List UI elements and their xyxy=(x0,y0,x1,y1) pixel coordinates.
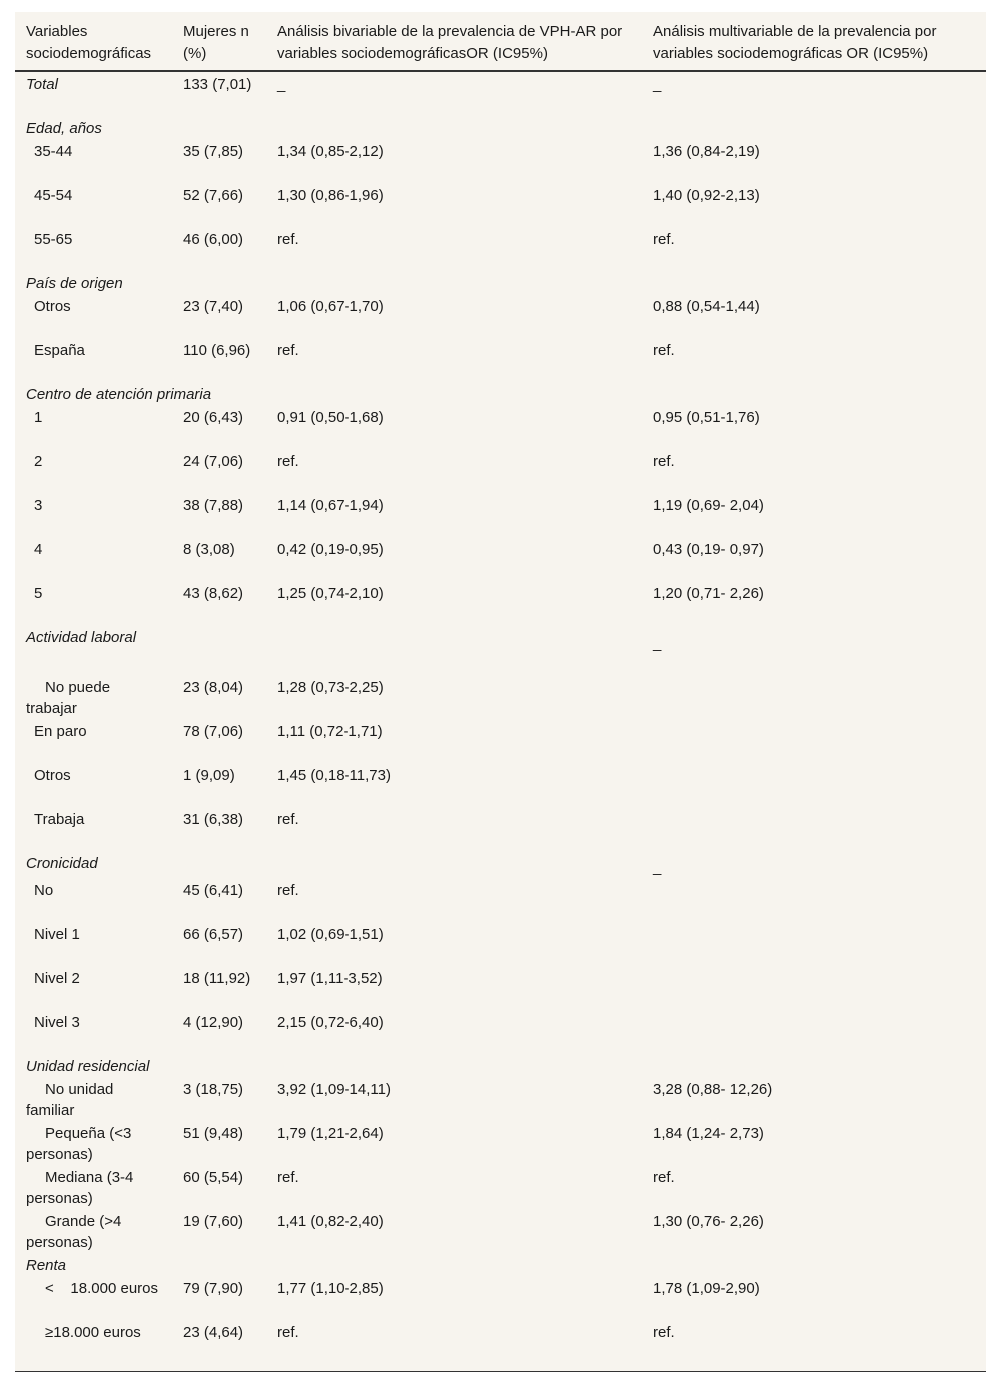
row-multivar: 1,30 (0,76- 2,26) xyxy=(653,1213,764,1230)
row-n: 24 (7,06) xyxy=(183,453,244,470)
row-multivar xyxy=(642,765,986,809)
row-n: 79 (7,90) xyxy=(183,1280,244,1297)
row-multivar: ref. xyxy=(653,342,675,359)
table-row xyxy=(15,1167,986,1211)
row-multivar: _ xyxy=(653,76,662,93)
row-n: 52 (7,66) xyxy=(183,187,244,204)
header-variables: Variables sociodemográficas xyxy=(15,12,172,71)
row-label-text: No unidad familiar xyxy=(26,1081,114,1119)
row-n: 46 (6,00) xyxy=(183,231,244,248)
row-multivar: 1,19 (0,69- 2,04) xyxy=(653,497,764,514)
row-label: No xyxy=(34,882,54,899)
row-n: 4 (12,90) xyxy=(183,1014,244,1031)
row-multivar: 1,40 (0,92-2,13) xyxy=(653,187,760,204)
row-label: Otros xyxy=(34,298,71,315)
row-bivar: ref. xyxy=(277,453,299,470)
row-label: Nivel 2 xyxy=(34,970,80,987)
table-row xyxy=(15,340,986,384)
row-n: 133 (7,01) xyxy=(183,76,252,93)
row-label xyxy=(15,1167,172,1211)
row-label: 1 xyxy=(34,409,43,426)
row-label xyxy=(15,1079,172,1123)
table-row xyxy=(15,880,986,924)
results-table-container xyxy=(15,12,986,1372)
row-bivar: ref. xyxy=(277,1169,299,1186)
row-bivar: 1,06 (0,67-1,70) xyxy=(277,298,384,315)
row-bivar: 0,91 (0,50-1,68) xyxy=(277,409,384,426)
row-label: Nivel 1 xyxy=(34,926,80,943)
row-multivar: 1,36 (0,84-2,19) xyxy=(653,143,760,160)
group-label: Cronicidad xyxy=(26,855,98,872)
table-row xyxy=(15,495,986,539)
row-multivar xyxy=(642,880,986,924)
row-bivar: 1,25 (0,74-2,10) xyxy=(277,585,384,602)
row-bivar: 1,45 (0,18-11,73) xyxy=(277,767,391,784)
group-header-edad xyxy=(15,118,986,141)
group-header-cronicidad xyxy=(15,853,986,880)
header-mujeres: Mujeres n (%) xyxy=(172,12,266,71)
row-multivar: ref. xyxy=(653,453,675,470)
table-row xyxy=(15,1079,986,1123)
row-label-text: < 18.000 euros xyxy=(45,1280,158,1297)
row-bivar: 0,42 (0,19-0,95) xyxy=(277,541,384,558)
row-bivar: 1,28 (0,73-2,25) xyxy=(277,679,384,696)
row-bivar: 1,11 (0,72-1,71) xyxy=(277,723,383,740)
row-label xyxy=(15,1211,172,1255)
row-n: 110 (6,96) xyxy=(183,342,251,359)
prevalence-table xyxy=(15,12,986,1366)
row-bivar: ref. xyxy=(277,882,299,899)
row-n: 20 (6,43) xyxy=(183,409,244,426)
table-bottom-rule xyxy=(15,1371,986,1372)
table-row xyxy=(15,407,986,451)
row-n: 60 (5,54) xyxy=(183,1169,244,1186)
table-row xyxy=(15,229,986,273)
row-n: 43 (8,62) xyxy=(183,585,244,602)
row-label: Trabaja xyxy=(34,811,85,828)
table-row xyxy=(15,1278,986,1322)
table-row xyxy=(15,1123,986,1167)
row-bivar: 1,02 (0,69-1,51) xyxy=(277,926,384,943)
table-row xyxy=(15,539,986,583)
row-bivar: 3,92 (1,09-14,11) xyxy=(277,1081,391,1098)
row-label xyxy=(15,1278,172,1322)
row-n: 38 (7,88) xyxy=(183,497,244,514)
row-n: 3 (18,75) xyxy=(183,1081,244,1098)
row-n: 8 (3,08) xyxy=(183,541,235,558)
table-row xyxy=(15,141,986,185)
row-label-text: Mediana (3-4 personas) xyxy=(26,1169,134,1207)
row-label xyxy=(15,1123,172,1167)
group-multivar: _ xyxy=(653,859,662,876)
row-multivar: 1,78 (1,09-2,90) xyxy=(653,1280,760,1297)
table-row-total xyxy=(15,71,986,118)
group-header-unidad xyxy=(15,1056,986,1079)
row-multivar: ref. xyxy=(653,1324,675,1341)
table-row xyxy=(15,185,986,229)
row-bivar: 1,77 (1,10-2,85) xyxy=(277,1280,384,1297)
group-label: Edad, años xyxy=(26,120,102,137)
row-bivar: 1,41 (0,82-2,40) xyxy=(277,1213,384,1230)
row-multivar xyxy=(642,968,986,1012)
row-multivar: ref. xyxy=(653,1169,675,1186)
table-header-row xyxy=(15,12,986,71)
table-row xyxy=(15,1322,986,1366)
row-label: 45-54 xyxy=(34,187,73,204)
row-label: 5 xyxy=(34,585,43,602)
group-header-renta xyxy=(15,1255,986,1278)
row-multivar xyxy=(642,721,986,765)
row-n: 23 (4,64) xyxy=(183,1324,244,1341)
row-multivar: 0,88 (0,54-1,44) xyxy=(653,298,760,315)
group-header-centro xyxy=(15,384,986,407)
row-label: 3 xyxy=(34,497,43,514)
row-label: 4 xyxy=(34,541,43,558)
row-label: Total xyxy=(26,76,58,93)
table-row xyxy=(15,677,986,721)
row-bivar: 1,34 (0,85-2,12) xyxy=(277,143,384,160)
row-bivar: 1,97 (1,11-3,52) xyxy=(277,970,383,987)
row-n: 18 (11,92) xyxy=(183,970,251,987)
row-multivar: 0,43 (0,19- 0,97) xyxy=(653,541,764,558)
row-label: Nivel 3 xyxy=(34,1014,80,1031)
table-row xyxy=(15,809,986,853)
row-multivar xyxy=(642,1012,986,1056)
row-n: 78 (7,06) xyxy=(183,723,244,740)
group-label: Unidad residencial xyxy=(26,1058,150,1075)
row-n: 35 (7,85) xyxy=(183,143,244,160)
header-bivariable: Análisis bivariable de la prevalencia de VPH-AR por variables sociodemográficasOR (IC95%) xyxy=(266,12,642,71)
row-label-text: ≥18.000 euros xyxy=(45,1324,141,1341)
row-label: 2 xyxy=(34,453,43,470)
table-row xyxy=(15,451,986,495)
row-label: 35-44 xyxy=(34,143,73,160)
row-multivar: 1,20 (0,71- 2,26) xyxy=(653,585,764,602)
row-bivar: ref. xyxy=(277,342,299,359)
row-n: 51 (9,48) xyxy=(183,1125,244,1142)
row-label-text: Pequeña (<3 personas) xyxy=(26,1125,132,1163)
table-row xyxy=(15,924,986,968)
row-n: 31 (6,38) xyxy=(183,811,244,828)
row-bivar: 2,15 (0,72-6,40) xyxy=(277,1014,384,1031)
table-row xyxy=(15,765,986,809)
group-multivar: _ xyxy=(653,635,662,652)
row-label xyxy=(15,677,172,721)
table-row xyxy=(15,721,986,765)
group-header-actividad xyxy=(15,627,986,677)
row-n: 1 (9,09) xyxy=(183,767,235,784)
table-row xyxy=(15,1211,986,1255)
table-row xyxy=(15,583,986,627)
table-row xyxy=(15,968,986,1012)
row-n: 19 (7,60) xyxy=(183,1213,244,1230)
row-bivar: 1,79 (1,21-2,64) xyxy=(277,1125,384,1142)
row-label: En paro xyxy=(34,723,87,740)
row-multivar: 1,84 (1,24- 2,73) xyxy=(653,1125,764,1142)
group-label: Centro de atención primaria xyxy=(26,386,212,403)
group-label: Actividad laboral xyxy=(26,629,137,646)
row-bivar: ref. xyxy=(277,811,299,828)
row-n: 45 (6,41) xyxy=(183,882,244,899)
row-multivar xyxy=(642,924,986,968)
group-label: País de origen xyxy=(26,275,123,292)
header-multivariable: Análisis multivariable de la prevalencia por variables sociodemográficas OR (IC95%) xyxy=(642,12,986,71)
row-multivar xyxy=(642,809,986,853)
table-row xyxy=(15,296,986,340)
row-multivar xyxy=(642,677,986,721)
row-label: 55-65 xyxy=(34,231,73,248)
row-bivar: 1,14 (0,67-1,94) xyxy=(277,497,384,514)
row-n: 66 (6,57) xyxy=(183,926,244,943)
row-multivar: 0,95 (0,51-1,76) xyxy=(653,409,760,426)
row-bivar: 1,30 (0,86-1,96) xyxy=(277,187,384,204)
row-label-text: No puede trabajar xyxy=(26,679,111,717)
row-bivar: _ xyxy=(277,76,286,93)
row-n: 23 (8,04) xyxy=(183,679,244,696)
table-row xyxy=(15,1012,986,1056)
group-label: Renta xyxy=(26,1257,67,1274)
row-label-text: Grande (>4 personas) xyxy=(26,1213,122,1251)
group-header-pais xyxy=(15,273,986,296)
row-bivar: ref. xyxy=(277,1324,299,1341)
row-bivar: ref. xyxy=(277,231,299,248)
row-multivar: ref. xyxy=(653,231,675,248)
row-multivar: 3,28 (0,88- 12,26) xyxy=(653,1081,773,1098)
row-label: Otros xyxy=(34,767,71,784)
row-n: 23 (7,40) xyxy=(183,298,244,315)
row-label xyxy=(15,1322,172,1366)
row-label: España xyxy=(34,342,85,359)
